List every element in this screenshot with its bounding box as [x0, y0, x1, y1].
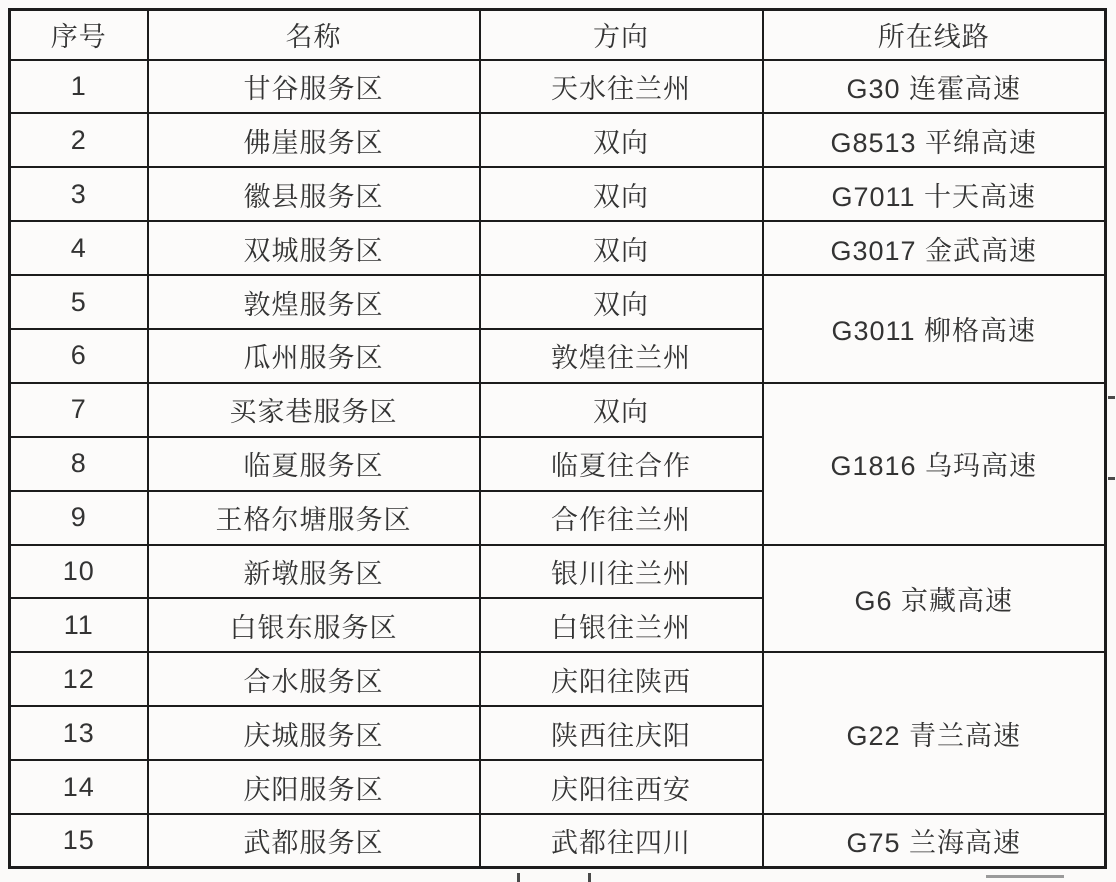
table-row: [10, 60, 1106, 114]
cell-index: 11: [10, 598, 148, 652]
cell-name: 瓜州服务区: [148, 329, 480, 383]
cell-direction: 双向: [480, 221, 763, 275]
cropped-artifact-bottom-1: [517, 873, 520, 882]
cell-name: 王格尔塘服务区: [148, 491, 480, 545]
cell-line: G6 京藏高速: [763, 545, 1106, 653]
cell-index: 7: [10, 383, 148, 437]
table-row: [10, 221, 1106, 275]
cell-name: 敦煌服务区: [148, 275, 480, 329]
cell-direction: 银川往兰州: [480, 545, 763, 599]
cell-line: G8513 平绵高速: [763, 113, 1106, 167]
col-header-direction: 方向: [480, 10, 763, 60]
cell-name: 徽县服务区: [148, 167, 480, 221]
cell-index: 3: [10, 167, 148, 221]
cell-line: G1816 乌玛高速: [763, 383, 1106, 545]
cell-line: G7011 十天高速: [763, 167, 1106, 221]
cropped-artifact-right-1: [1108, 396, 1115, 399]
cropped-artifact-right-2: [1108, 477, 1115, 480]
col-header-index: 序号: [10, 10, 148, 60]
cell-index: 14: [10, 760, 148, 814]
cell-name: 佛崖服务区: [148, 113, 480, 167]
table-row: [10, 113, 1106, 167]
table-row: [10, 383, 1106, 437]
cell-name: 双城服务区: [148, 221, 480, 275]
cell-index: 9: [10, 491, 148, 545]
cell-direction: 庆阳往陕西: [480, 652, 763, 706]
cell-direction: 天水往兰州: [480, 60, 763, 114]
cell-line: G22 青兰高速: [763, 652, 1106, 814]
cell-line: G75 兰海高速: [763, 814, 1106, 868]
cell-name: 合水服务区: [148, 652, 480, 706]
cell-name: 武都服务区: [148, 814, 480, 868]
cell-direction: 双向: [480, 383, 763, 437]
cell-index: 15: [10, 814, 148, 868]
table-row: [10, 167, 1106, 221]
cell-index: 13: [10, 706, 148, 760]
cell-line: G30 连霍高速: [763, 60, 1106, 114]
cell-direction: 双向: [480, 113, 763, 167]
cell-name: 庆城服务区: [148, 706, 480, 760]
cell-name: 白银东服务区: [148, 598, 480, 652]
cell-line: G3011 柳格高速: [763, 275, 1106, 383]
cell-index: 6: [10, 329, 148, 383]
cell-index: 5: [10, 275, 148, 329]
cell-direction: 白银往兰州: [480, 598, 763, 652]
cell-direction: 合作往兰州: [480, 491, 763, 545]
cell-direction: 庆阳往西安: [480, 760, 763, 814]
cell-name: 买家巷服务区: [148, 383, 480, 437]
table-row: [10, 545, 1106, 599]
cropped-artifact-bottom-3: [986, 875, 1064, 878]
cell-name: 甘谷服务区: [148, 60, 480, 114]
service-area-table: [8, 8, 1107, 869]
cell-index: 2: [10, 113, 148, 167]
cell-direction: 陕西往庆阳: [480, 706, 763, 760]
cell-index: 1: [10, 60, 148, 114]
table-row: [10, 814, 1106, 868]
cell-index: 10: [10, 545, 148, 599]
col-header-name: 名称: [148, 10, 480, 60]
cell-index: 8: [10, 437, 148, 491]
cell-direction: 双向: [480, 275, 763, 329]
cell-line: G3017 金武高速: [763, 221, 1106, 275]
cell-direction: 双向: [480, 167, 763, 221]
cell-index: 12: [10, 652, 148, 706]
cell-direction: 临夏往合作: [480, 437, 763, 491]
cell-name: 临夏服务区: [148, 437, 480, 491]
cell-name: 庆阳服务区: [148, 760, 480, 814]
cell-direction: 敦煌往兰州: [480, 329, 763, 383]
cell-index: 4: [10, 221, 148, 275]
header-row: [10, 10, 1106, 60]
cell-direction: 武都往四川: [480, 814, 763, 868]
table-row: [10, 652, 1106, 706]
table-row: [10, 275, 1106, 329]
cropped-artifact-bottom-2: [588, 873, 591, 882]
col-header-line: 所在线路: [763, 10, 1106, 60]
cell-name: 新墩服务区: [148, 545, 480, 599]
